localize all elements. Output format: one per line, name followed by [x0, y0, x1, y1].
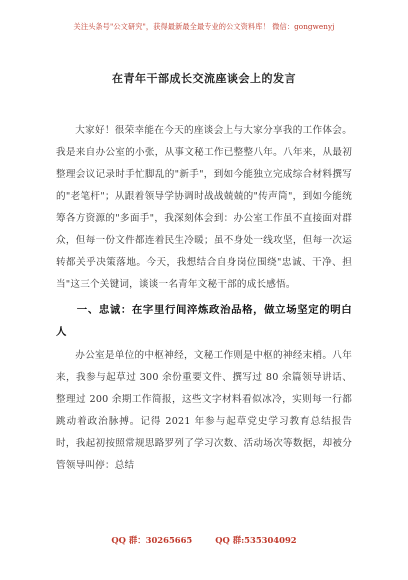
footer-qq-group-2: QQ 群:535304092: [215, 535, 297, 545]
footer-bar: [0, 534, 408, 546]
document-title: 在青年干部成长交流座谈会上的发言: [112, 72, 296, 85]
intro-paragraph: 大家好！很荣幸能在今天的座谈会上与大家分享我的工作体会。我是来自办公室的小张，从事文秘工作已整整八年。八年来，从最初整理会议记录时手忙脚乱的"新手"，到如今能独立完成综合材料撰写的"老笔杆"；从跟着领导学协调时战战兢兢的"传声筒"，到如今能统筹各方资源的"多面手"，我深刻体会到：办公室工作虽不直接面对群众，但每一份文件都连着民生冷暖；虽不身处一线攻坚，但每一次运转都关乎决策落地。今天，我想结合自身岗位围绕"忠诚、干净、担当"这三个关键词，谈谈一名青年文秘干部的成长感悟。: [56, 125, 352, 290]
section-heading-loyalty: 一、忠诚：在字里行间淬炼政治品格，做立场坚定的明白人: [56, 304, 352, 338]
document-body: [56, 120, 352, 477]
footer-qq-group-1: QQ 群：30265665: [111, 535, 193, 545]
header-banner: 关注头条号"公文研究"，获得最新最全最专业的公文资料库！ 微信：gongwenyj: [73, 22, 335, 31]
section-paragraph-loyalty: 办公室是单位的中枢神经，文秘工作则是中枢的神经末梢。八年来，我参与起草过 300 余份重要文件、撰写过 80 余篇领导讲话、整理过 200 余期工作简报，这些文字材料看似冰冷，实则每一行都跳动着政治脉搏。记得 2021 年参与起草党史学习教育总结报告时，我起初按照常规思路罗列了学习次数、活动场次等数据，却被分管领导叫停：总结: [56, 350, 352, 471]
